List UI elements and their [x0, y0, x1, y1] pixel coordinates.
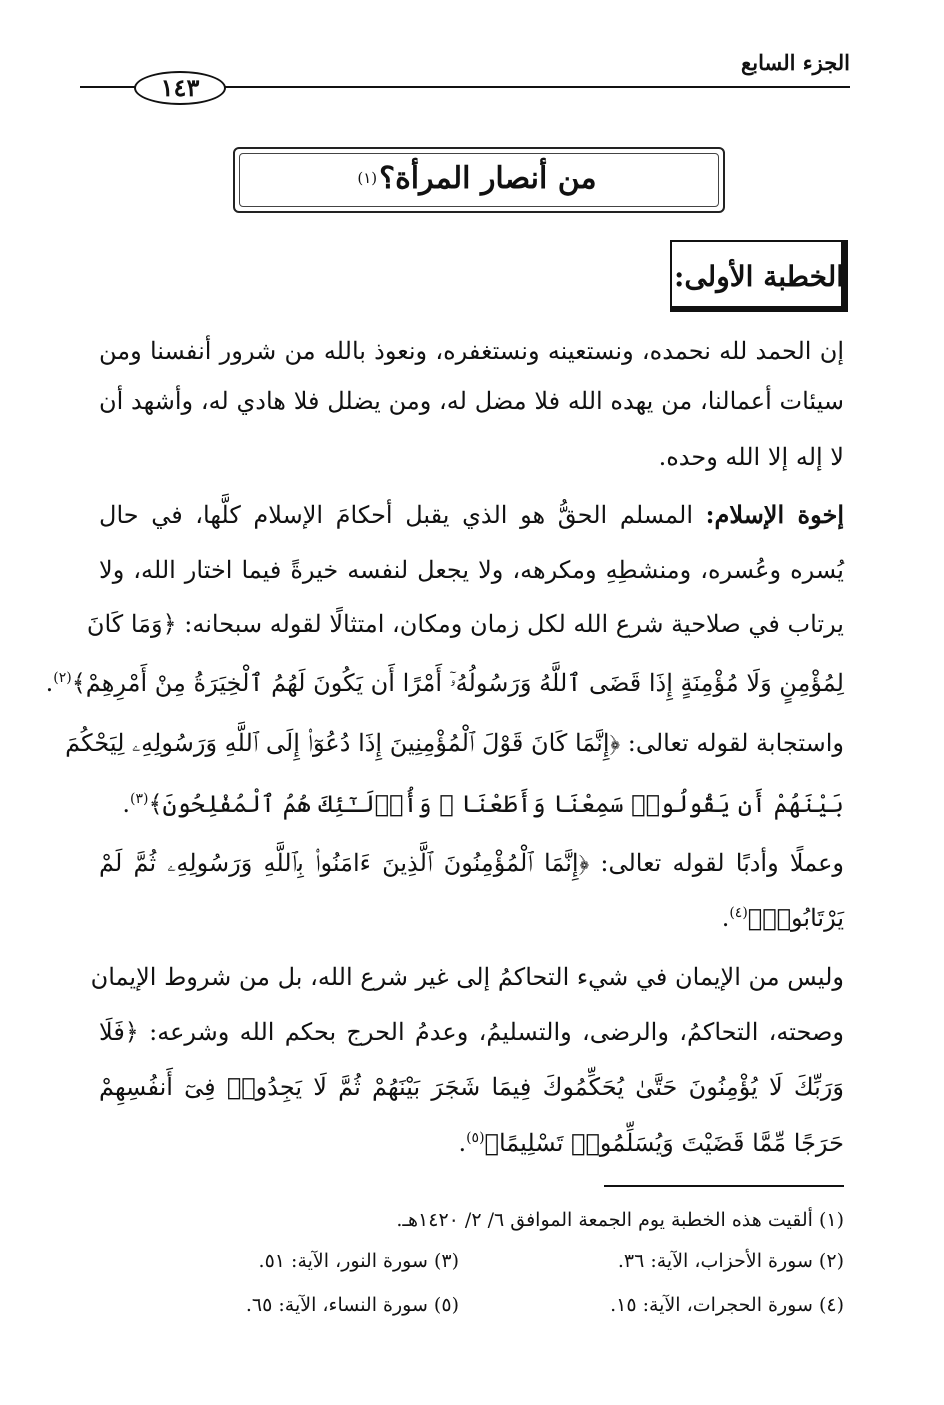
paragraph-4-line-2-text: يَرْتَابُوا۟﴾: [747, 904, 844, 932]
chapter-title-text: من أنصار المرأة؟: [379, 160, 597, 196]
footnote-ref-3[interactable]: (٣): [129, 791, 149, 807]
paragraph-3-line-1: واستجابة لقوله تعالى: ﴿إِنَّمَا كَانَ قَوْلَ ٱلْمُؤْمِنِينَ إِذَا دُعُوٓا۟ إِلَى ٱللَّهِ وَرَسُولِهِۦ لِيَحْكُمَ: [65, 729, 844, 757]
paragraph-2-line-4: لِمُؤْمِنٍ وَلَا مُؤْمِنَةٍ إِذَا قَضَى ٱللَّهُ وَرَسُولُهُۥٓ أَمْرًا أَن يَكُونَ لَهُمُ ٱلْخِيَرَةُ مِنْ أَمْرِهِمْ﴾$^{(٢)}$.: [45, 669, 844, 697]
footnote-3: (٣) سورة النور، الآية: ٥١.: [258, 1250, 459, 1272]
footnote-4: (٤) سورة الحجرات، الآية: ١٥.: [610, 1294, 844, 1316]
paragraph-5-line-2: وصحته، التحاكمُ، والرضى، والتسليمُ، وعدمُ الحرج بحكم الله وشرعه: ﴿فَلَا: [99, 1018, 844, 1046]
footnote-ref-5[interactable]: (٥): [466, 1130, 485, 1146]
paragraph-2-line-1: [99, 495, 844, 535]
paragraph-2-line-4-text: لِمُؤْمِنٍ وَلَا مُؤْمِنَةٍ إِذَا قَضَى ٱللَّهُ وَرَسُولُهُۥٓ أَمْرًا أَن يَكُونَ لَهُمُ ٱلْخِيَرَةُ مِنْ أَمْرِهِمْ﴾: [71, 669, 844, 697]
paragraph-1-line-2: سيئات أعمالنا، من يهده الله فلا مضل له، ومن يضلل فلا هادي له، وأشهد أن: [99, 387, 844, 415]
paragraph-1-line-3: لا إله إلا الله وحده.: [658, 443, 844, 471]
paragraph-5-line-3: وَرَبِّكَ لَا يُؤْمِنُونَ حَتَّىٰ يُحَكِّمُوكَ فِيمَا شَجَرَ بَيْنَهُمْ ثُمَّ لَا يَجِدُوا۟ فِىٓ أَنفُسِهِمْ: [99, 1073, 844, 1101]
paragraph-3-line-2: بَيْنَهُمْ أَن يَقُولُوا۟ سَمِعْنَا وَأَطَعْنَا ۚ وَأُو۟لَـٰٓئِكَ هُمُ ٱلْمُفْلِحُونَ﴾$^{(٣)}$.: [122, 790, 844, 818]
paragraph-4-line-2: يَرْتَابُوا۟﴾$^{(٤)}$.: [721, 904, 844, 932]
paragraph-5-line-4: حَرَجًا مِّمَّا قَضَيْتَ وَيُسَلِّمُوا۟ تَسْلِيمًا﴾$^{(٥)}$.: [458, 1129, 844, 1157]
page-number: ١٤٣: [134, 71, 226, 105]
paragraph-4-line-1: وعملًا وأدبًا لقوله تعالى: ﴿إِنَّمَا ٱلْمُؤْمِنُونَ ٱلَّذِينَ ءَامَنُوا۟ بِٱللَّهِ وَرَسُولِهِۦ ثُمَّ لَمْ: [99, 849, 844, 877]
running-title: الجزء السابع: [741, 50, 850, 75]
footnote-5: (٥) سورة النساء، الآية: ٦٥.: [245, 1294, 459, 1316]
paragraph-3-line-2-text: بَيْنَهُمْ أَن يَقُولُوا۟ سَمِعْنَا وَأَطَعْنَا ۚ وَأُو۟لَـٰٓئِكَ هُمُ ٱلْمُفْلِحُونَ﴾: [148, 790, 844, 818]
footnote-separator: [604, 1185, 844, 1187]
paragraph-2-line-3: يرتاب في صلاحية شرع الله لكل زمان ومكان، امتثالًا لقوله سبحانه: ﴿وَمَا كَانَ: [86, 610, 844, 638]
footnote-ref-2[interactable]: (٢): [53, 670, 72, 686]
footnote-1: (١) ألقيت هذه الخطبة يوم الجمعة الموافق ٦/ ٢/ ١٤٢٠هـ.: [396, 1209, 844, 1231]
section-heading: الخطبة الأولى:: [673, 259, 845, 293]
paragraph-5-line-1: وليس من الإيمان في شيء التحاكمُ إلى غير شرع الله، بل من شروط الإيمان: [90, 963, 844, 991]
footnote-ref-4[interactable]: (٤): [729, 905, 748, 921]
footnote-2: (٢) سورة الأحزاب، الآية: ٣٦.: [617, 1250, 844, 1272]
chapter-title: [233, 147, 721, 209]
paragraph-2-line-1-text: المسلم الحقُّ هو الذي يقبل أحكامَ الإسلام كلَّها، في حال: [99, 501, 694, 529]
paragraph-2-lead: إخوة الإسلام:: [705, 500, 844, 529]
paragraph-1-line-1: إن الحمد لله نحمده، ونستعينه ونستغفره، ونعوذ بالله من شرور أنفسنا ومن: [99, 337, 844, 365]
chapter-title-footnote-ref[interactable]: (١): [357, 169, 378, 187]
paragraph-5-line-4-text: حَرَجًا مِّمَّا قَضَيْتَ وَيُسَلِّمُوا۟ تَسْلِيمًا﴾: [484, 1129, 844, 1157]
paragraph-2-line-2: يُسره وعُسره، ومنشطِهِ ومكرهه، ولا يجعل لنفسه خيرةً فيما اختار الله، ولا: [99, 556, 844, 584]
